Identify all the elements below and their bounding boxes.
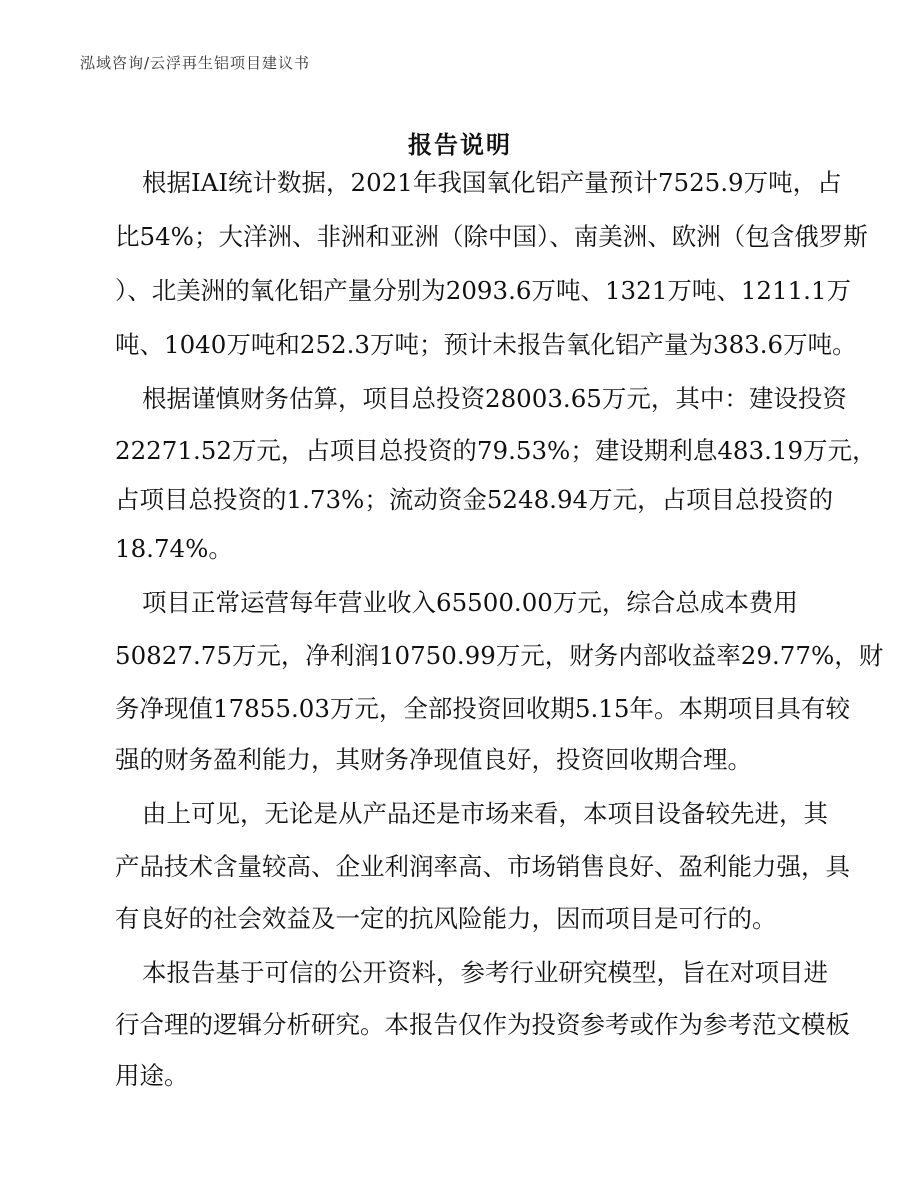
text-line: 务净现值17855.03万元，全部投资回收期5.15年。本期项目具有较 bbox=[115, 694, 850, 723]
text-line: 有良好的社会效益及一定的抗风险能力，因而项目是可行的。 bbox=[115, 904, 777, 933]
text-line: 22271.52万元，占项目总投资的79.53%；建设期利息483.19万元， bbox=[115, 436, 877, 465]
text-line: ）、北美洲的氧化铝产量分别为2093.6万吨、1321万吨、1211.1万 bbox=[115, 276, 852, 305]
text-line: 由上可见，无论是从产品还是市场来看，本项目设备较先进，其 bbox=[142, 799, 828, 828]
text-line: 本报告基于可信的公开资料，参考行业研究模型，旨在对项目进 bbox=[142, 958, 828, 987]
text-line: 产品技术含量较高、企业利润率高、市场销售良好、盈利能力强，具 bbox=[115, 852, 850, 881]
text-line: 项目正常运营每年营业收入65500.00万元，综合总成本费用 bbox=[142, 588, 798, 617]
text-line: 18.74%。 bbox=[115, 534, 233, 563]
text-line: 行合理的逻辑分析研究。本报告仅作为投资参考或作为参考范文模板 bbox=[115, 1010, 850, 1039]
text-line: 根据谨慎财务估算，项目总投资28003.65万元，其中：建设投资 bbox=[142, 384, 847, 413]
text-line: 比54%；大洋洲、非洲和亚洲（除中国）、南美洲、欧洲（包含俄罗斯 bbox=[115, 222, 868, 251]
page-title: 报告说明 bbox=[408, 131, 512, 159]
text-line: 50827.75万元，净利润10750.99万元，财务内部收益率29.77%，财 bbox=[115, 641, 884, 670]
text-line: 根据IAI统计数据，2021年我国氧化铝产量预计7525.9万吨，占 bbox=[142, 168, 842, 197]
text-line: 用途。 bbox=[115, 1061, 189, 1090]
text-line: 占项目总投资的1.73%；流动资金5248.94万元，占项目总投资的 bbox=[115, 485, 834, 514]
running-header: 泓域咨询/云浮再生铝项目建议书 bbox=[80, 54, 311, 72]
text-line: 强的财务盈利能力，其财务净现值良好，投资回收期合理。 bbox=[115, 745, 752, 774]
text-line: 吨、1040万吨和252.3万吨；预计未报告氧化铝产量为383.6万吨。 bbox=[115, 330, 857, 359]
